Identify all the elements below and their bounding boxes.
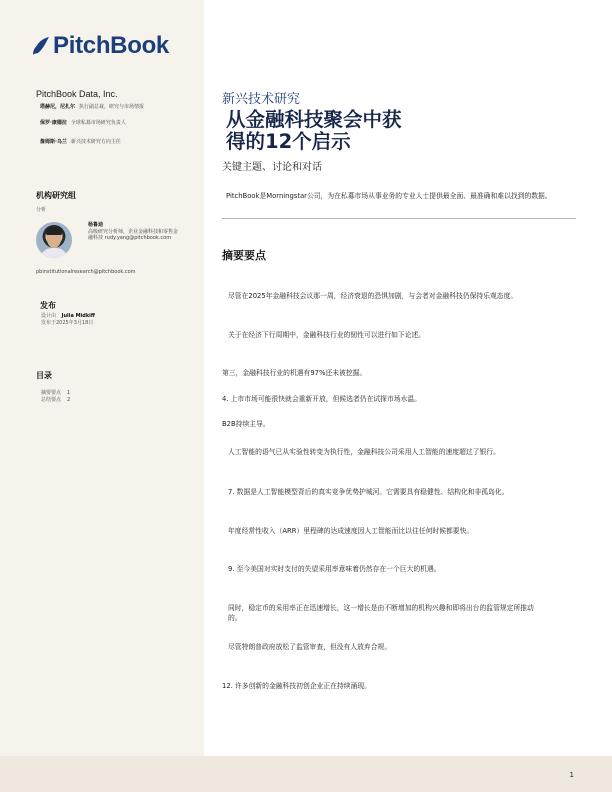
pitchbook-logo — [32, 32, 169, 60]
research-group-sub: 分析 — [36, 207, 47, 213]
publish-date: 发布于2025年3月18日 — [41, 320, 94, 326]
page-subtitle: 关键主题、讨论和对话 — [222, 162, 322, 173]
institutional-email-link[interactable]: pbinstitutionalresearch@pitchbook.com — [36, 269, 136, 275]
toc-item[interactable]: 总结要点 2 — [41, 397, 71, 403]
company-name: PitchBook Data, Inc. — [36, 89, 118, 99]
page-title: 从金融科技聚会中获 得的12个启示 — [226, 108, 402, 153]
summary-item: B2B持续主导。 — [222, 420, 270, 428]
staff-name: 詹姆斯·乌兰 — [40, 139, 67, 145]
summary-item: 第三，金融科技行业的机遇有97%还未被挖掘。 — [222, 369, 367, 377]
toc-item[interactable]: 摘要要点 1 — [41, 390, 71, 396]
summary-item: 12. 许多创新的金融科技初创企业正在持续涌现。 — [222, 682, 371, 690]
analyst-avatar — [36, 222, 72, 258]
staff-item — [40, 120, 180, 127]
summary-item: 尽管在2025年金融科技会议那一周，经济衰退的恐惧加剧，与会者对金融科技仍保持乐观态度。 — [228, 292, 518, 300]
analyst-card — [36, 222, 180, 258]
summary-item: 7. 数据是人工智能模型背后的真实竞争优势护城河。它需要具有稳健性、结构化和非孤岛化。 — [228, 488, 509, 496]
logo-text: PitchBook — [53, 32, 169, 59]
staff-list — [40, 104, 180, 155]
staff-item — [40, 104, 180, 111]
divider — [222, 218, 576, 219]
designer-credit — [41, 312, 95, 319]
summary-item: 尽管特朗普政府放松了监管审查，但没有人放弃合规。 — [228, 643, 392, 651]
summary-heading: 摘要要点 — [222, 249, 266, 262]
summary-item: 人工智能的语气已从实验性转变为执行性，金融科技公司采用人工智能的速度超过了银行。 — [228, 448, 500, 456]
staff-role: 新兴技术研究方向主任 — [70, 139, 121, 145]
summary-item: 年度经常性收入（ARR）里程碑的达成速度因人工智能而比以往任何时候都要快。 — [228, 527, 474, 535]
publish-heading: 发布 — [40, 301, 56, 310]
staff-name: 塔赫尼，尼扎尔 — [40, 104, 76, 110]
designer-label: 设计由 — [41, 313, 57, 319]
designer-name: Julia Midkiff — [61, 313, 95, 319]
staff-name: 保罗·康德拉 — [40, 120, 67, 126]
main-content — [222, 88, 576, 263]
summary-item: 同时，稳定币的采用率正在迅速增长，这一增长是由不断增加的机构兴趣和即将出台的监管规定所推动的。 — [228, 604, 534, 622]
summary-item: 4. 上市市场可能很快就会重新开放，但候选者仍在试探市场水温。 — [222, 395, 421, 403]
page-number: 1 — [569, 771, 574, 779]
summary-item: 关于在经济下行周期中，金融科技行业的韧性可以进行如下论述。 — [228, 331, 426, 339]
intro-paragraph: PitchBook是Morningstar公司，为在私募市场从事业务的专业人士提供最全面、最准确和难以找到的数据。 — [226, 192, 552, 200]
staff-item — [40, 139, 180, 146]
summary-item: 9. 至今美国对实时支付的失望采用率意味着仍然存在一个巨大的机遇。 — [228, 565, 441, 573]
staff-role: 执行副总裁，研究与市场情报 — [79, 104, 145, 110]
page-footer — [0, 756, 612, 792]
sidebar — [0, 0, 204, 756]
section-label: 新兴技术研究 — [222, 92, 301, 107]
analyst-name: 杨鲁迪 — [88, 222, 104, 228]
pitchbook-leaf-icon — [32, 36, 50, 56]
staff-role: 全球私募市场研究负责人 — [70, 120, 126, 126]
toc-list — [41, 390, 70, 404]
research-group-heading: 机构研究组 — [36, 191, 76, 200]
analyst-title: 高级研究分析师，企业金融科技和零售金融科技 rudy.yang@pitchbook.com — [88, 228, 179, 241]
toc-heading: 目录 — [36, 371, 52, 380]
